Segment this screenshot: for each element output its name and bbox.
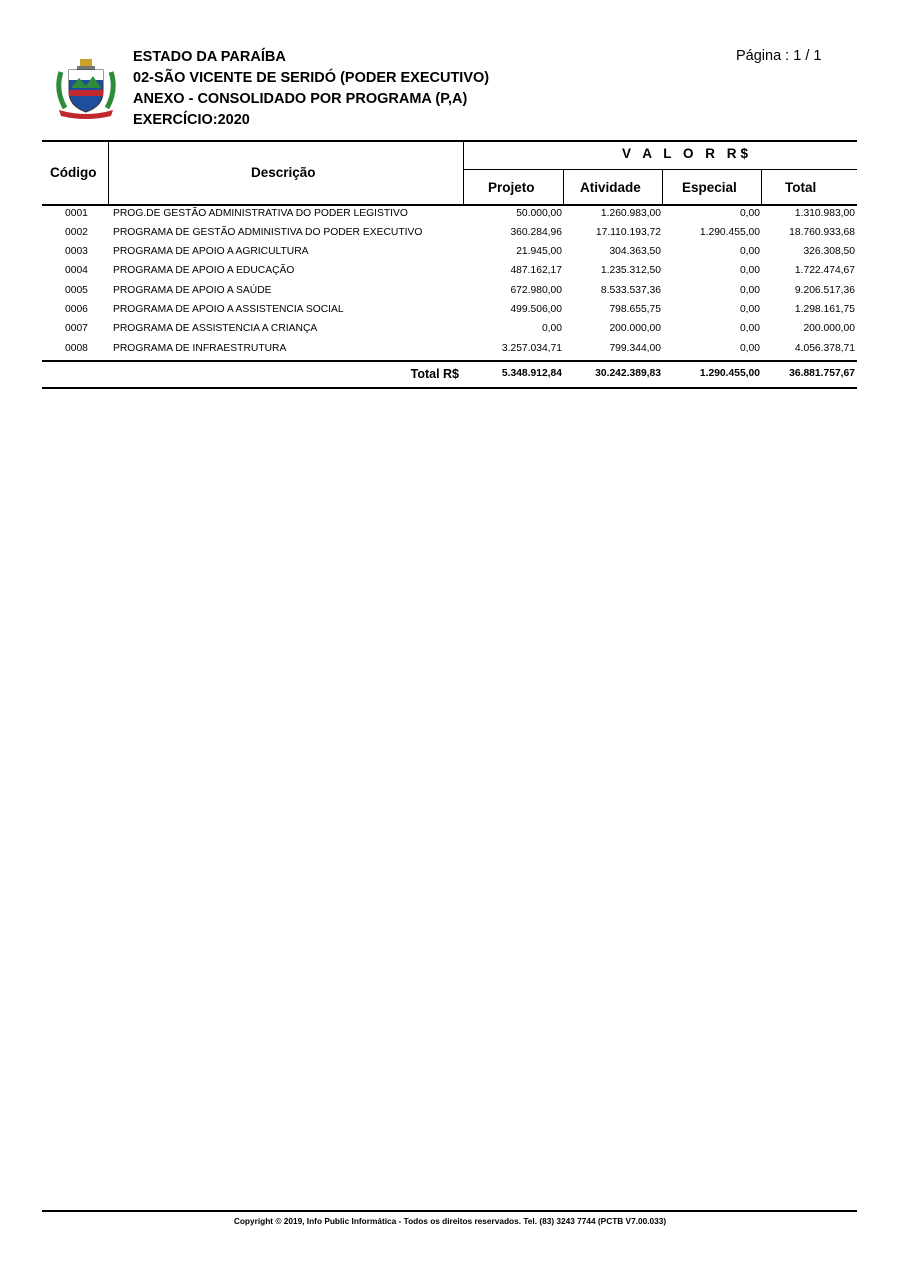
table-row (42, 227, 857, 246)
table-row (42, 208, 857, 227)
row-projeto: 672.980,00 (510, 285, 562, 296)
row-atividade: 799.344,00 (609, 343, 661, 354)
row-especial: 0,00 (739, 208, 760, 219)
header-projeto: Projeto (488, 180, 535, 195)
table-top-rule (42, 140, 857, 142)
row-descricao: PROGRAMA DE APOIO A EDUCAÇÃO (113, 265, 295, 276)
divider-valor (463, 169, 857, 170)
row-projeto: 0,00 (541, 323, 562, 334)
footer-rule (42, 1210, 857, 1212)
row-total: 18.760.933,68 (789, 227, 855, 238)
footer-copyright: Copyright © 2019, Info Public Informática - Todos os direitos reservados. Tel. (83) 3243 7744 (PCTB V7.00.033) (233, 1216, 667, 1226)
row-total: 1.722.474,67 (794, 265, 855, 276)
row-descricao: PROG.DE GESTÃO ADMINISTRATIVA DO PODER LEGISTIVO (113, 208, 408, 219)
divider-especial (761, 170, 762, 204)
row-atividade: 17.110.193,72 (595, 227, 661, 238)
divider-atividade (662, 170, 663, 204)
table-row (42, 246, 857, 265)
row-codigo: 0006 (65, 304, 88, 315)
row-especial: 0,00 (739, 246, 760, 257)
row-projeto: 499.506,00 (510, 304, 562, 315)
row-especial: 0,00 (739, 265, 760, 276)
header-codigo: Código (50, 165, 97, 180)
row-projeto: 50.000,00 (516, 208, 562, 219)
row-especial: 0,00 (739, 323, 760, 334)
row-projeto: 3.257.034,71 (501, 343, 562, 354)
totals-total: 36.881.757,67 (789, 368, 855, 379)
header-valor: V A L O R R$ (622, 146, 753, 161)
row-total: 200.000,00 (803, 323, 855, 334)
divider-projeto (563, 170, 564, 204)
totals-bottom-rule (42, 387, 857, 389)
row-codigo: 0004 (65, 265, 88, 276)
totals-especial: 1.290.455,00 (699, 368, 760, 379)
row-codigo: 0007 (65, 323, 88, 334)
row-total: 1.310.983,00 (794, 208, 855, 219)
report-title-block (133, 47, 489, 131)
row-especial: 0,00 (739, 304, 760, 315)
divider-descricao (463, 141, 464, 204)
row-descricao: PROGRAMA DE ASSISTENCIA A CRIANÇA (113, 323, 318, 334)
row-especial: 0,00 (739, 343, 760, 354)
annex-title: ANEXO - CONSOLIDADO POR PROGRAMA (P,A) (133, 91, 468, 107)
row-total: 326.308,50 (803, 246, 855, 257)
header-atividade: Atividade (580, 180, 641, 195)
row-descricao: PROGRAMA DE INFRAESTRUTURA (113, 343, 287, 354)
row-total: 1.298.161,75 (794, 304, 855, 315)
row-codigo: 0002 (65, 227, 88, 238)
row-atividade: 798.655,75 (609, 304, 661, 315)
row-codigo: 0005 (65, 285, 88, 296)
row-descricao: PROGRAMA DE APOIO A AGRICULTURA (113, 246, 309, 257)
totals-top-rule (42, 360, 857, 362)
row-especial: 1.290.455,00 (699, 227, 760, 238)
row-descricao: PROGRAMA DE APOIO A SAÚDE (113, 285, 272, 296)
header-especial: Especial (682, 180, 737, 195)
row-atividade: 1.235.312,50 (600, 265, 661, 276)
header-descricao: Descrição (251, 165, 316, 180)
table-row (42, 323, 857, 342)
row-atividade: 8.533.537,36 (600, 285, 661, 296)
row-projeto: 360.284,96 (510, 227, 562, 238)
totals-atividade: 30.242.389,83 (595, 368, 661, 379)
table-header-bottom-rule (42, 204, 857, 206)
row-projeto: 21.945,00 (516, 246, 562, 257)
table-row (42, 285, 857, 304)
row-atividade: 304.363,50 (609, 246, 661, 257)
row-atividade: 200.000,00 (609, 323, 661, 334)
entity-title: 02-SÃO VICENTE DE SERIDÓ (PODER EXECUTIVO) (133, 70, 490, 86)
state-title: ESTADO DA PARAÍBA (133, 49, 286, 65)
row-especial: 0,00 (739, 285, 760, 296)
page-number: Página : 1 / 1 (736, 48, 822, 64)
row-codigo: 0003 (65, 246, 88, 257)
row-descricao: PROGRAMA DE GESTÃO ADMINISTIVA DO PODER EXECUTIVO (113, 227, 423, 238)
fiscal-year-title: EXERCÍCIO:2020 (133, 112, 250, 128)
row-total: 4.056.378,71 (794, 343, 855, 354)
row-projeto: 487.162,17 (510, 265, 562, 276)
header-total: Total (785, 180, 817, 195)
row-codigo: 0001 (65, 208, 88, 219)
row-atividade: 1.260.983,00 (600, 208, 661, 219)
table-row (42, 304, 857, 323)
table-row (42, 265, 857, 284)
coat-of-arms-icon (55, 58, 117, 120)
totals-projeto: 5.348.912,84 (501, 368, 562, 379)
divider-codigo (108, 141, 109, 204)
totals-label: Total R$ (410, 367, 459, 381)
row-total: 9.206.517,36 (794, 285, 855, 296)
row-descricao: PROGRAMA DE APOIO A ASSISTENCIA SOCIAL (113, 304, 344, 315)
row-codigo: 0008 (65, 343, 88, 354)
